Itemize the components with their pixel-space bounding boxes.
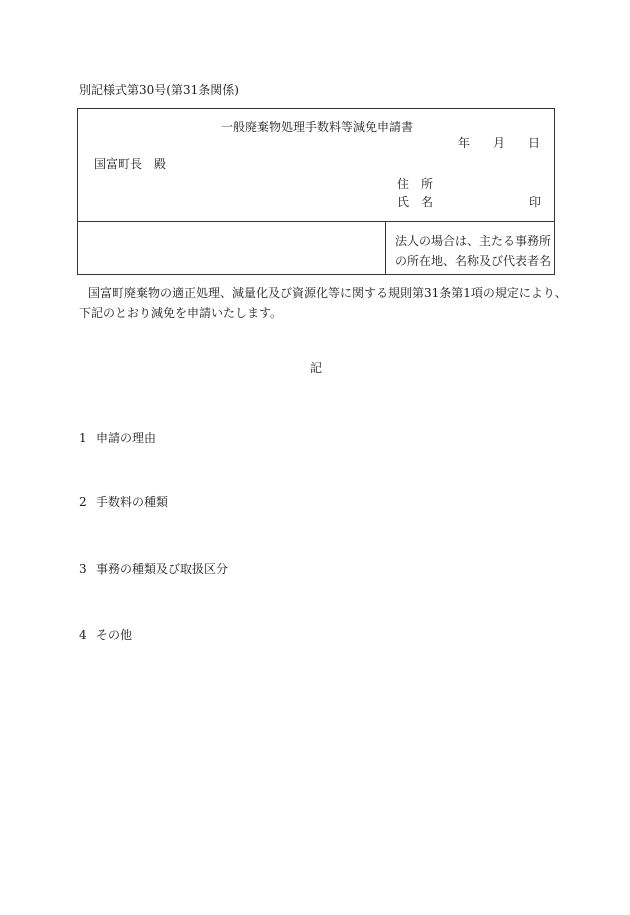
item-number: 2	[79, 495, 87, 509]
item-number: 1	[79, 431, 87, 445]
application-form-box	[77, 108, 555, 275]
body-text-line-2: 下記のとおり減免を申請いたします。	[79, 306, 283, 320]
address-label: 住 所	[397, 177, 434, 191]
corporate-note-line-2: の所在地、名称及び代表者名	[395, 254, 552, 268]
item-number: 4	[79, 628, 87, 642]
corporate-note-line-1: 法人の場合は、主たる事務所	[395, 234, 552, 248]
form-column-divider	[385, 221, 386, 274]
body-text-line-1: 国富町廃棄物の適正処理、減量化及び資源化等に関する規則第31条第1項の規定により、	[88, 286, 567, 300]
name-label: 氏 名	[397, 195, 434, 209]
ki-heading: 記	[310, 361, 323, 375]
item-label: 事務の種類及び取扱区分	[96, 562, 229, 576]
seal-label: 印	[529, 195, 542, 209]
date-month-label: 月	[493, 136, 506, 150]
form-label: 別記様式第30号(第31条関係)	[79, 83, 239, 97]
item-label: 手数料の種類	[96, 495, 169, 509]
addressee: 国富町長 殿	[94, 157, 167, 171]
list-item	[79, 628, 132, 642]
form-title: 一般廃棄物処理手数料等減免申請書	[221, 120, 414, 134]
date-year-label: 年	[458, 136, 471, 150]
list-item	[79, 431, 156, 445]
form-divider	[78, 221, 554, 222]
item-label: その他	[96, 628, 133, 642]
item-number: 3	[79, 562, 87, 576]
date-day-label: 日	[528, 136, 541, 150]
list-item	[79, 495, 168, 509]
item-label: 申請の理由	[96, 431, 157, 445]
list-item	[79, 562, 228, 576]
